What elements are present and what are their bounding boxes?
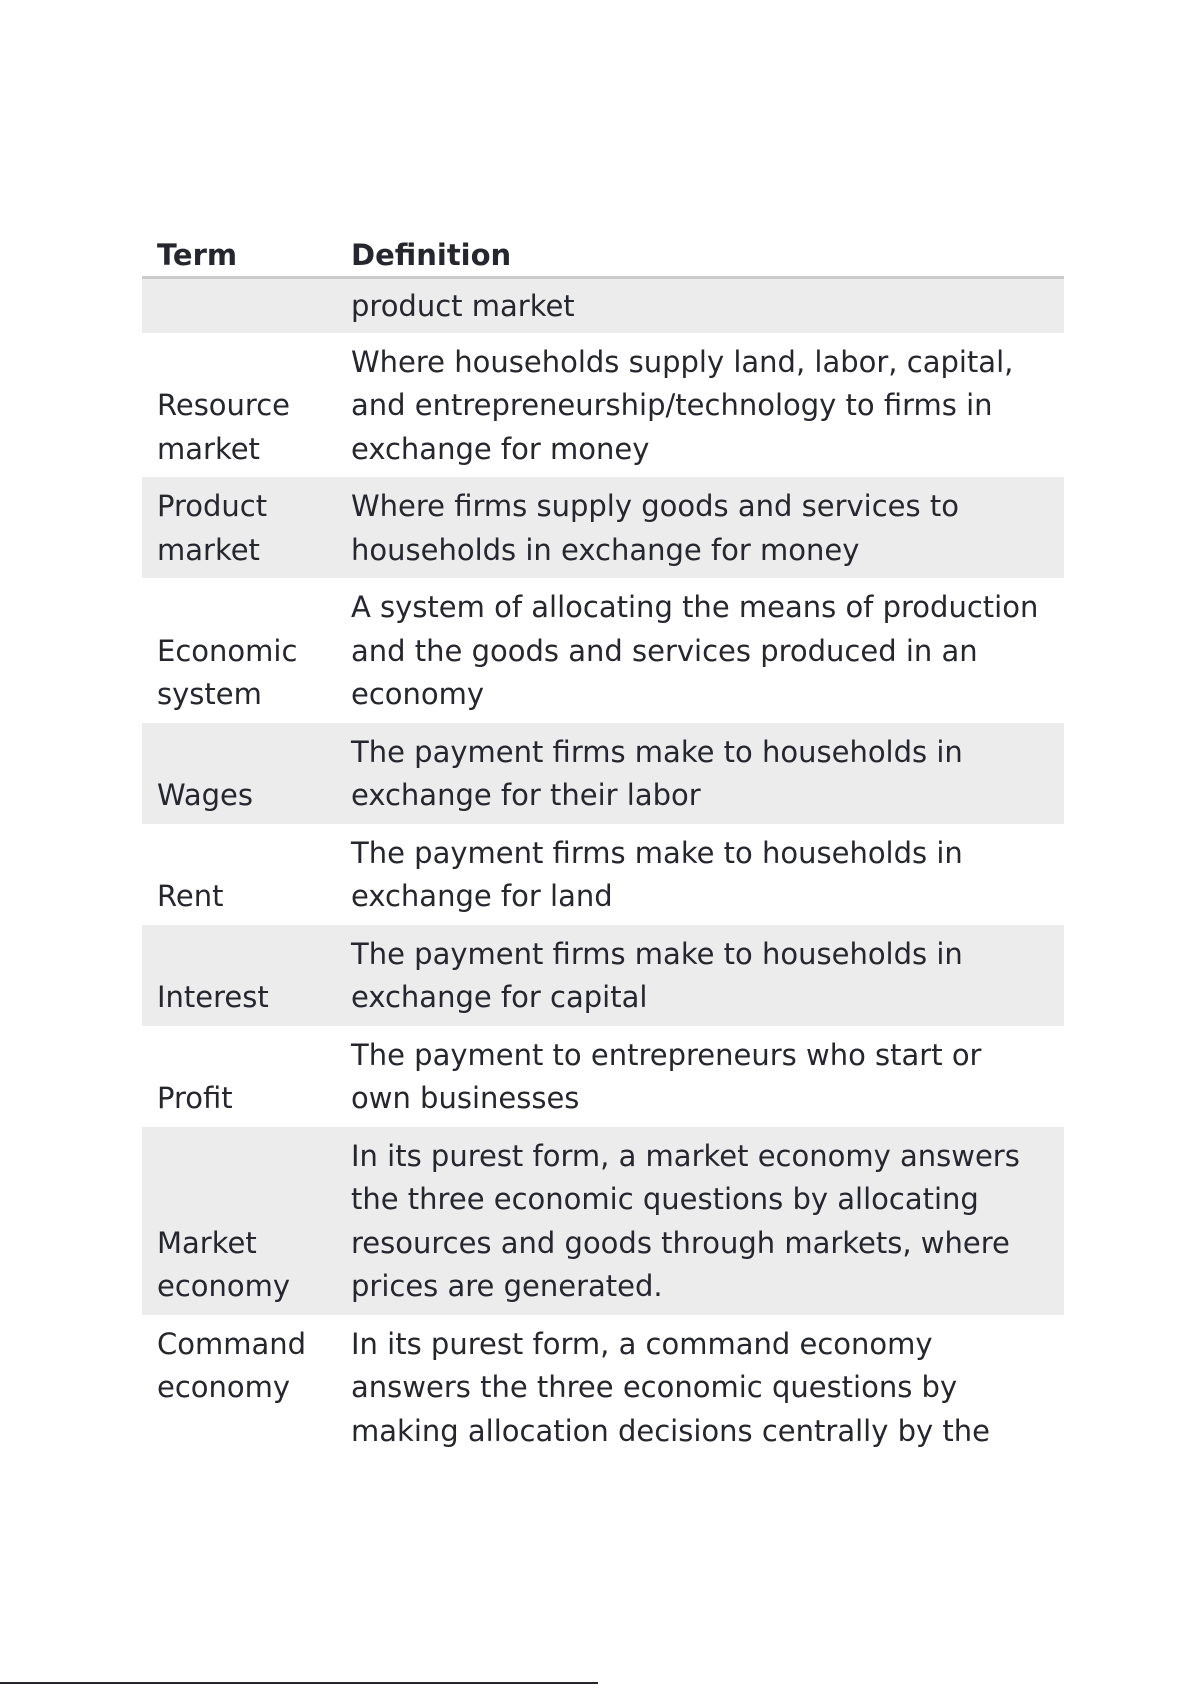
term-cell: Rent: [157, 879, 224, 913]
table-row: [142, 723, 1064, 824]
table-row: [142, 824, 1064, 925]
table-row: [142, 1127, 1064, 1315]
term-cell: [142, 278, 336, 333]
table-row: [142, 1315, 1064, 1460]
table-header-row: [142, 236, 1064, 278]
table-row: [142, 925, 1064, 1026]
glossary-table: [142, 236, 1064, 1459]
definition-cell: The payment firms make to households in exchange for land: [351, 835, 963, 913]
table-row: [142, 578, 1064, 723]
term-cell: Command economy: [157, 1326, 307, 1404]
definition-column-header: Definition: [336, 236, 1064, 278]
table-row: [142, 278, 1064, 333]
term-cell: Resource market: [157, 388, 290, 466]
definition-cell: In its purest form, a command economy answers the three economic questions by making allocation decisions centrally by the: [351, 1326, 990, 1448]
term-cell: Market economy: [142, 1127, 336, 1315]
definition-cell: In its purest form, a market economy answers the three economic questions by allocating resources and goods through markets, where prices are generated.: [336, 1127, 1064, 1315]
table-row: [142, 333, 1064, 478]
definition-cell: product market: [336, 278, 1064, 333]
term-cell: Economic system: [157, 633, 298, 711]
term-cell: Product market: [142, 477, 336, 578]
definition-cell: The payment to entrepreneurs who start or own businesses: [351, 1037, 982, 1115]
term-column-header: Term: [142, 236, 336, 278]
definition-cell: A system of allocating the means of production and the goods and services produced in an economy: [351, 590, 1039, 711]
term-cell: Profit: [157, 1081, 233, 1115]
table-row: [142, 477, 1064, 578]
term-cell: Interest: [142, 925, 336, 1026]
definition-cell: Where households supply land, labor, capital, and entrepreneurship/technology to firms in exchange for money: [351, 344, 1014, 466]
table-row: [142, 1026, 1064, 1127]
footnote-divider: [0, 1682, 598, 1684]
definition-cell: The payment firms make to households in exchange for their labor: [336, 723, 1064, 824]
definition-cell: The payment firms make to households in exchange for capital: [336, 925, 1064, 1026]
term-cell: Wages: [142, 723, 336, 824]
definition-cell: Where firms supply goods and services to households in exchange for money: [336, 477, 1064, 578]
